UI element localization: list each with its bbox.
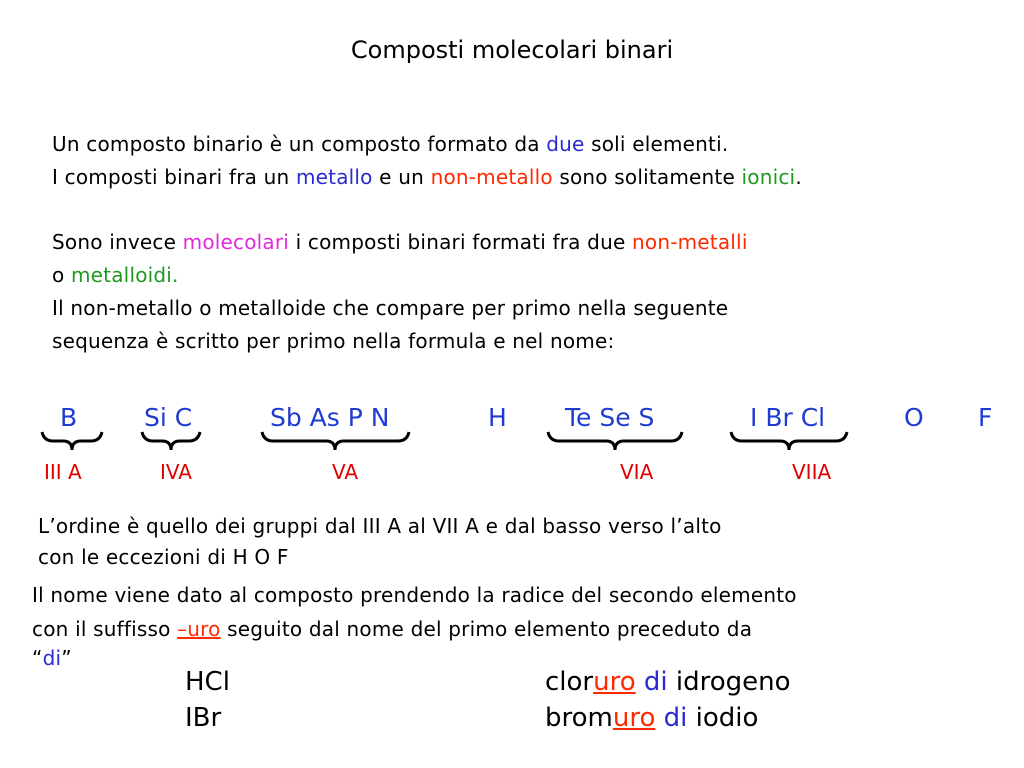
group-label-via: VIA <box>620 460 654 484</box>
brace-iva <box>142 432 200 450</box>
order-line-1: L’ordine è quello dei gruppi dal III A al VII A e dal basso verso l’alto <box>38 514 722 538</box>
page-title: Composti molecolari binari <box>350 36 674 64</box>
keyword-molecolari: molecolari <box>182 230 290 254</box>
molecular-text: Sono invece <box>52 230 183 254</box>
intro-text: sono solitamente <box>552 165 742 189</box>
intro-text: Un composto binario è un composto formato da <box>52 132 547 156</box>
quote-open: “ <box>32 646 43 670</box>
keyword-di: di <box>42 646 62 670</box>
element-f: F <box>978 403 993 432</box>
group-label-viia: VIIA <box>792 460 832 484</box>
molecular-line-4: sequenza è scritto per primo nella formula e nel nome: <box>52 329 615 353</box>
group-label-iva: IVA <box>160 460 192 484</box>
element-b: B <box>60 403 78 432</box>
name-suffix: uro <box>593 667 636 697</box>
keyword-due: due <box>546 132 585 156</box>
element-h: H <box>488 403 507 432</box>
naming-line-3 <box>32 646 72 670</box>
quote-close: ” <box>61 646 72 670</box>
name-di: di <box>643 667 668 697</box>
brace-via <box>548 432 682 450</box>
name-root: brom <box>545 703 613 733</box>
order-line-2: con le eccezioni di H O F <box>38 545 289 569</box>
name-element: iodio <box>695 703 759 733</box>
keyword-metalloidi: metalloidi. <box>71 263 179 287</box>
intro-text: e un <box>372 165 431 189</box>
group-label-iiia: III A <box>44 460 82 484</box>
brace-iiia <box>42 432 102 450</box>
example-formula-hcl: HCl <box>185 667 230 697</box>
element-si-c: Si C <box>144 403 193 432</box>
example-name-ibr <box>545 703 758 733</box>
naming-line-2 <box>32 617 752 641</box>
element-o: O <box>904 403 924 432</box>
name-suffix: uro <box>612 703 656 733</box>
suffix-uro: –uro <box>177 617 221 641</box>
element-sb-as-p-n: Sb As P N <box>270 403 390 432</box>
brace-va <box>262 432 409 450</box>
name-root: clor <box>545 667 594 697</box>
example-name-hcl <box>545 667 791 697</box>
keyword-non-metalli: non-metalli <box>632 230 748 254</box>
element-te-se-s: Te Se S <box>565 403 655 432</box>
keyword-metallo: metallo <box>295 165 373 189</box>
keyword-non-metallo: non-metallo <box>430 165 553 189</box>
intro-text: soli elementi. <box>584 132 729 156</box>
molecular-line-3: Il non-metallo o metalloide che compare per primo nella seguente <box>52 296 729 320</box>
naming-line-1: Il nome viene dato al composto prendendo la radice del secondo elemento <box>32 583 797 607</box>
name-di: di <box>663 703 688 733</box>
brace-viia <box>731 432 847 450</box>
name-element: idrogeno <box>675 667 791 697</box>
molecular-text: o <box>52 263 71 287</box>
naming-text: seguito dal nome del primo elemento preceduto da <box>220 617 753 641</box>
molecular-text: i composti binari formati fra due <box>289 230 633 254</box>
element-i-br-cl: I Br Cl <box>750 403 826 432</box>
naming-text: con il suffisso <box>32 617 178 641</box>
example-formula-ibr: IBr <box>185 703 222 733</box>
group-label-va: VA <box>332 460 359 484</box>
intro-text: . <box>795 165 802 189</box>
intro-text: I composti binari fra un <box>52 165 296 189</box>
keyword-ionici: ionici <box>741 165 796 189</box>
